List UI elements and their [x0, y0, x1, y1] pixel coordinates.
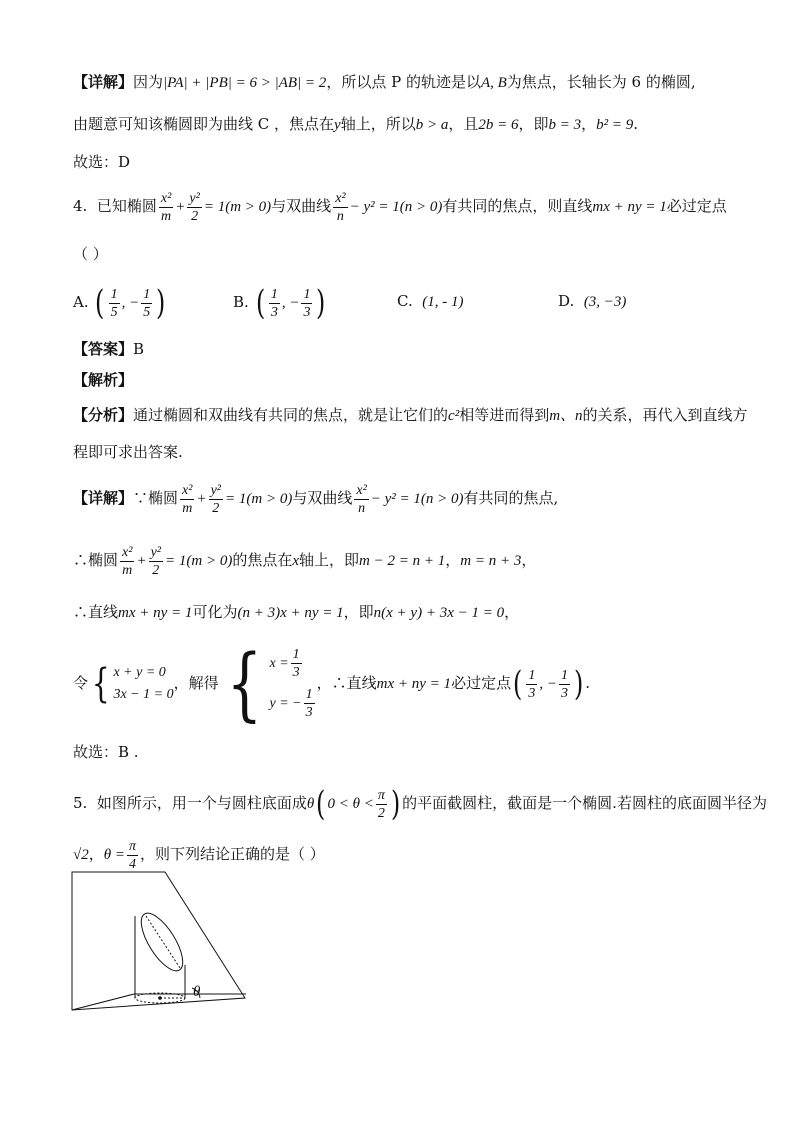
paren-left: ( [255, 283, 265, 323]
step-1 [73, 540, 536, 581]
math: = 1(m > 0) [225, 491, 293, 507]
denominator: 5 [110, 304, 118, 320]
option-value: (1, - 1) [422, 294, 464, 310]
math-ineq: b > a [415, 117, 449, 133]
answer-value: B [133, 340, 145, 358]
denominator: 4 [129, 856, 136, 872]
text: ， [504, 603, 520, 621]
numerator: 1 [110, 286, 118, 302]
math: 0 < θ < [327, 796, 374, 812]
fraction [149, 544, 163, 579]
detail-line-1 [73, 72, 696, 93]
math: mx + ny = 1 [592, 199, 667, 215]
denominator: 3 [292, 665, 300, 681]
analysis-line [73, 370, 133, 390]
text: ， [521, 551, 537, 569]
numerator: x² [335, 190, 346, 206]
op: , − [281, 295, 300, 311]
text: . [585, 674, 591, 692]
fraction [304, 686, 315, 721]
option-label: A. [73, 293, 89, 311]
text: 椭圆 [88, 551, 119, 569]
inclined-plane [72, 872, 245, 1010]
text: ，解得 [173, 674, 219, 692]
fenxi-line-1 [73, 405, 748, 426]
text: 轴上，即 [299, 551, 360, 569]
text: 的焦点在 [232, 551, 293, 569]
paren-right: ) [156, 283, 166, 323]
denominator: 5 [143, 304, 151, 320]
fraction [109, 286, 120, 321]
question-number: 5. [73, 794, 88, 812]
text: 令 [73, 674, 89, 692]
math-eq: b = 3 [548, 117, 582, 133]
math: m、n [549, 408, 583, 424]
math: (n + 3)x + ny = 1 [237, 605, 344, 621]
denominator: n [336, 208, 344, 224]
system-eq-1: x + y = 0 [113, 665, 166, 680]
numerator: π [377, 787, 385, 803]
text: 故选：B . [73, 743, 139, 761]
text: ， [445, 551, 461, 569]
math: c² [448, 408, 460, 424]
numerator: 1 [270, 286, 278, 302]
denominator: 2 [152, 562, 160, 578]
fraction [141, 286, 152, 321]
paren-right: ) [573, 664, 584, 704]
paren-right: ) [390, 784, 401, 824]
numerator: 1 [528, 667, 536, 683]
detail-tag: 【详解】 [73, 489, 134, 507]
fraction [120, 544, 134, 579]
text: 已知椭圆 [96, 197, 157, 215]
text: ，即 [518, 115, 549, 133]
because-symbol: ∵ [133, 489, 149, 507]
denominator: 2 [377, 805, 385, 821]
numerator: 1 [143, 286, 151, 302]
text: 必过定点 [666, 197, 727, 215]
op: + [136, 553, 147, 569]
text: 轴上，所以 [340, 115, 416, 133]
numerator: 1 [305, 687, 313, 703]
denominator: 3 [270, 304, 278, 320]
fraction [127, 838, 138, 873]
paren-left: ( [316, 784, 326, 824]
denominator: m [122, 562, 133, 578]
text: ， [316, 674, 332, 692]
op: + [196, 491, 207, 507]
math: mx + ny = 1 [376, 676, 452, 692]
op: + [175, 199, 186, 215]
ground-plane [72, 994, 246, 1010]
numerator: x² [182, 482, 193, 498]
fraction [269, 286, 280, 321]
text: 有共同的焦点, [463, 489, 559, 507]
op: , − [121, 295, 140, 311]
text: 的平面截圆柱，截面是一个椭圆.若圆柱的底面圆半径为 [402, 794, 767, 812]
math: θ [306, 796, 315, 812]
denominator: 2 [212, 500, 220, 516]
fraction [354, 482, 368, 517]
fraction [559, 667, 570, 702]
fraction [291, 646, 302, 681]
step-2 [73, 602, 519, 623]
paren-left: ( [513, 664, 523, 704]
fraction [376, 787, 387, 822]
fraction [333, 190, 347, 225]
text: 为焦点，长轴长为 6 的椭圆, [506, 73, 696, 91]
math-eq: 2b = 6 [478, 117, 519, 133]
question-5-line-2 [73, 834, 325, 875]
math: m = n + 3 [460, 553, 522, 569]
numerator: 1 [303, 286, 311, 302]
text: 有共同的焦点，则直线 [442, 197, 593, 215]
text: 与双曲线 [271, 197, 332, 215]
text: ， [581, 115, 597, 133]
numerator: y² [150, 544, 161, 560]
op: , − [539, 676, 557, 692]
denominator: n [358, 500, 366, 516]
text: 因为 [133, 73, 164, 91]
denominator: 3 [528, 685, 536, 701]
step-3 [73, 637, 591, 730]
math: − y² = 1(n > 0) [370, 491, 464, 507]
cylinder-section-figure [70, 870, 260, 1015]
select-b [73, 742, 139, 762]
math: = 1(m > 0) [203, 199, 272, 215]
numerator: x² [122, 544, 133, 560]
denominator: m [161, 208, 172, 224]
numerator: y² [189, 190, 200, 206]
text: ， [88, 845, 104, 863]
axis-letter: x [292, 553, 300, 569]
axis-letter: y [334, 117, 341, 133]
text: 椭圆 [148, 489, 179, 507]
denominator: 3 [560, 685, 568, 701]
detail-4-line-1 [73, 478, 558, 519]
fraction [159, 190, 173, 225]
answer-tag: 【答案】 [73, 340, 134, 358]
text: 的关系，再代入到直线方 [582, 406, 748, 424]
question-4-line-1 [73, 186, 727, 227]
denominator: 3 [305, 705, 313, 721]
select-d [73, 152, 130, 172]
fraction [209, 482, 223, 517]
answer-blank: （ ） [73, 245, 108, 263]
question-4-blank [73, 244, 108, 264]
denominator: m [182, 500, 193, 516]
text: 与双曲线 [292, 489, 353, 507]
text: 通过椭圆和双曲线有共同的焦点，就是让它们的 [133, 406, 449, 424]
text: ，所以点 P 的轨迹是以 [326, 73, 481, 91]
math-sqrt: √2 [73, 847, 89, 863]
math-eq: b² = 9 [596, 117, 634, 133]
text: ，则下列结论正确的是（ ） [140, 845, 325, 863]
math: n(x + y) + 3x − 1 = 0 [373, 605, 505, 621]
text: 可化为 [192, 603, 238, 621]
text: 相等进而得到 [459, 406, 550, 424]
left-brace: { [226, 637, 262, 730]
math-eq: |PA| + |PB| = 6 > |AB| = 2 [163, 75, 327, 91]
denominator: 3 [303, 304, 311, 320]
text: ，且 [448, 115, 479, 133]
option-B [233, 282, 328, 323]
text: 必过定点 [451, 674, 512, 692]
option-D [558, 291, 626, 312]
text: 直线 [346, 674, 377, 692]
fraction [526, 667, 537, 702]
system-eq-2: 3x − 1 = 0 [113, 687, 174, 702]
therefore-symbol: ∴ [73, 551, 89, 569]
left-brace: { [91, 661, 110, 707]
text: 程即可求出答案. [73, 443, 183, 461]
question-5-line-1 [73, 780, 767, 827]
option-label: B. [233, 293, 249, 311]
option-A [73, 282, 168, 323]
therefore-symbol: ∴ [73, 603, 89, 621]
fraction [301, 286, 312, 321]
fraction [180, 482, 194, 517]
ellipse-axis [146, 916, 180, 968]
sol-x: x = [269, 656, 289, 671]
option-label: C. [397, 292, 413, 310]
text: 由题意可知该椭圆即为曲线 C ，焦点在 [73, 115, 335, 133]
fraction [187, 190, 201, 225]
answer-line [73, 339, 144, 359]
math: mx + ny = 1 [118, 605, 193, 621]
fenxi-line-2 [73, 442, 183, 462]
numerator: 1 [292, 647, 300, 663]
numerator: 1 [560, 667, 568, 683]
detail-line-2 [73, 114, 638, 135]
analysis-tag: 【解析】 [73, 371, 134, 389]
denominator: 2 [191, 208, 199, 224]
question-number: 4. [73, 197, 88, 215]
base-center-dot [158, 996, 162, 1000]
theta-label: θ [193, 984, 201, 1000]
numerator: y² [210, 482, 222, 498]
numerator: π [129, 838, 137, 854]
option-value: (3, −3) [583, 294, 627, 310]
option-label: D. [558, 292, 575, 310]
text: 直线 [88, 603, 119, 621]
text: 故选：D [73, 153, 131, 171]
text: ，即 [343, 603, 374, 621]
numerator: x² [160, 190, 172, 206]
detail-tag: 【详解】 [73, 73, 134, 91]
math: m − 2 = n + 1 [359, 553, 446, 569]
elliptic-section [133, 907, 190, 977]
equation-system [113, 662, 173, 706]
paren-left: ( [95, 283, 105, 323]
therefore-symbol: ∴ [331, 674, 347, 692]
text: 如图所示，用一个与圆柱底面成 [96, 794, 307, 812]
option-C [397, 291, 464, 312]
sol-y: y = − [269, 696, 302, 711]
paren-right: ) [316, 283, 326, 323]
math: − y² = 1(n > 0) [349, 199, 443, 215]
math: = 1(m > 0) [165, 553, 233, 569]
math: θ = [103, 847, 125, 863]
solution-system [270, 644, 317, 724]
fenxi-tag: 【分析】 [73, 406, 134, 424]
text: . [633, 115, 639, 133]
numerator: x² [356, 482, 367, 498]
math-ab: A, B [480, 75, 507, 91]
